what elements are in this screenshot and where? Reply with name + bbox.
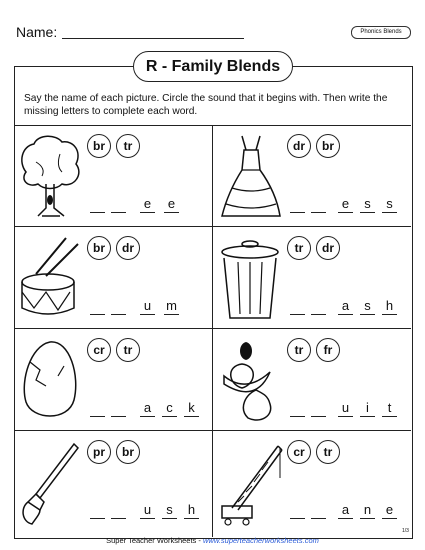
letter-slot: t — [382, 399, 397, 417]
letter-slot[interactable] — [311, 297, 326, 315]
item-cell-drum — [14, 228, 210, 328]
letter-slot[interactable] — [90, 501, 105, 519]
letter-slot: s — [162, 501, 177, 519]
trash-can-icon — [216, 234, 286, 322]
item-cell-brush — [14, 432, 210, 532]
name-line[interactable] — [62, 38, 244, 39]
letter-slot[interactable] — [111, 195, 126, 213]
letter-slot: u — [140, 501, 155, 519]
topic-tag: Phonics Blends — [351, 26, 411, 39]
letter-slot[interactable] — [290, 195, 305, 213]
tree-icon — [16, 132, 86, 220]
letter-slot[interactable] — [311, 501, 326, 519]
letter-slot: e — [140, 195, 155, 213]
letter-slot: a — [338, 297, 353, 315]
footer-separator: - — [196, 536, 203, 545]
letter-slot[interactable] — [290, 297, 305, 315]
letter-slot[interactable] — [111, 399, 126, 417]
letter-slot[interactable] — [111, 297, 126, 315]
letter-slot: e — [164, 195, 179, 213]
letter-slot: h — [382, 297, 397, 315]
item-cell-crane — [214, 432, 410, 532]
letter-slot: a — [140, 399, 155, 417]
footer — [0, 536, 425, 545]
footer-url[interactable]: www.superteacherworksheets.com — [202, 536, 319, 545]
letter-slot: e — [338, 195, 353, 213]
letter-slot[interactable] — [111, 501, 126, 519]
item-cell-tree — [14, 126, 210, 226]
instructions: Say the name of each picture. Circle the sound that it begins with. Then write the missing letters to complete each word. — [24, 93, 388, 117]
choice-bubble[interactable]: cr — [287, 440, 311, 464]
choice-bubble[interactable]: dr — [287, 134, 311, 158]
drum-icon — [16, 234, 86, 322]
choice-bubble[interactable]: tr — [116, 134, 140, 158]
fruit-icon — [216, 336, 286, 424]
letter-slot[interactable] — [311, 195, 326, 213]
letter-slot: c — [162, 399, 177, 417]
choice-bubble[interactable]: br — [87, 236, 111, 260]
letter-slot: u — [338, 399, 353, 417]
choice-bubble[interactable]: br — [116, 440, 140, 464]
letter-slot[interactable] — [90, 297, 105, 315]
letter-slot: m — [164, 297, 179, 315]
choice-bubble[interactable]: pr — [87, 440, 111, 464]
letter-slot: n — [360, 501, 375, 519]
letter-slot: s — [360, 297, 375, 315]
letter-slot: k — [184, 399, 199, 417]
item-cell-crack — [14, 330, 210, 430]
column-divider — [212, 126, 213, 537]
choice-bubble[interactable]: fr — [316, 338, 340, 362]
choice-bubble[interactable]: dr — [116, 236, 140, 260]
item-cell-trash — [214, 228, 410, 328]
letter-slot[interactable] — [90, 195, 105, 213]
choice-bubble[interactable]: tr — [287, 338, 311, 362]
letter-slot[interactable] — [290, 399, 305, 417]
choice-bubble[interactable]: br — [87, 134, 111, 158]
item-cell-dress — [214, 126, 410, 226]
choice-bubble[interactable]: br — [316, 134, 340, 158]
footer-brand: Super Teacher Worksheets — [106, 536, 197, 545]
choice-bubble[interactable]: cr — [87, 338, 111, 362]
choice-bubble[interactable]: tr — [116, 338, 140, 362]
name-label: Name: — [16, 24, 58, 40]
letter-slot: u — [140, 297, 155, 315]
choice-bubble[interactable]: tr — [316, 440, 340, 464]
crane-icon — [216, 438, 286, 526]
letter-slot[interactable] — [311, 399, 326, 417]
item-cell-fruit — [214, 330, 410, 430]
page-number: 1/3 — [402, 528, 409, 534]
choice-bubble[interactable]: tr — [287, 236, 311, 260]
dress-icon — [216, 132, 286, 220]
letter-slot[interactable] — [290, 501, 305, 519]
letter-slot: i — [360, 399, 375, 417]
letter-slot: e — [382, 501, 397, 519]
cracked-egg-icon — [16, 336, 86, 424]
letter-slot: s — [382, 195, 397, 213]
worksheet-title: R - Family Blends — [133, 51, 293, 82]
letter-slot: s — [360, 195, 375, 213]
choice-bubble[interactable]: dr — [316, 236, 340, 260]
letter-slot: h — [184, 501, 199, 519]
letter-slot[interactable] — [90, 399, 105, 417]
paintbrush-icon — [16, 438, 86, 526]
letter-slot: a — [338, 501, 353, 519]
